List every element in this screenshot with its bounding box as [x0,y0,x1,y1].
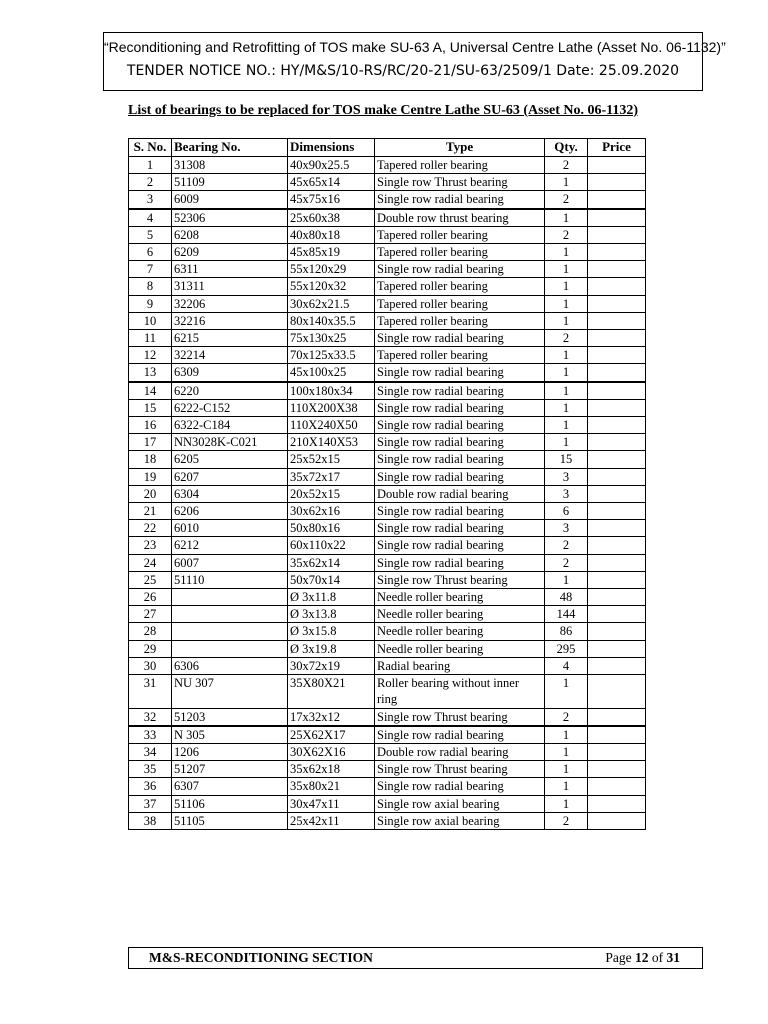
cell-type: Single row Thrust bearing [375,761,545,778]
cell-price [588,191,646,209]
table-row [129,295,646,312]
cell-price [588,399,646,416]
cell-type: Single row radial bearing [375,451,545,468]
cell-price [588,589,646,606]
cell-bearing-no: 6007 [172,554,288,571]
cell-dimensions: Ø 3x15.8 [288,623,375,640]
cell-sno: 19 [129,468,172,485]
cell-bearing-no: 6322-C184 [172,417,288,434]
table-row [129,589,646,606]
col-header-type: Type [375,139,545,157]
cell-sno: 1 [129,157,172,174]
table-row [129,623,646,640]
cell-bearing-no: 6207 [172,468,288,485]
cell-dimensions: 40x80x18 [288,226,375,243]
cell-qty: 1 [545,347,588,364]
page-of: of [651,950,664,965]
cell-sno: 12 [129,347,172,364]
cell-type: Radial bearing [375,657,545,674]
table-row [129,226,646,243]
cell-type: Needle roller bearing [375,589,545,606]
table-row [129,417,646,434]
tender-header-box [103,32,726,91]
cell-bearing-no: N 305 [172,726,288,744]
cell-bearing-no: NN3028K-C021 [172,434,288,451]
cell-qty: 1 [545,795,588,812]
cell-price [588,571,646,588]
table-row [129,657,646,674]
cell-qty: 1 [545,571,588,588]
cell-type: Tapered roller bearing [375,312,545,329]
table-row [129,174,646,191]
cell-dimensions: 50x80x16 [288,520,375,537]
cell-type: Single row radial bearing [375,726,545,744]
cell-bearing-no: 6010 [172,520,288,537]
table-header-row [129,139,646,157]
cell-dimensions: 35x72x17 [288,468,375,485]
cell-type: Needle roller bearing [375,623,545,640]
cell-bearing-no: 6212 [172,537,288,554]
cell-sno: 30 [129,657,172,674]
table-row [129,485,646,502]
col-header-qty: Qty. [545,139,588,157]
cell-dimensions: 35x62x18 [288,761,375,778]
cell-type: Needle roller bearing [375,606,545,623]
cell-price [588,312,646,329]
cell-qty: 1 [545,399,588,416]
cell-bearing-no [172,623,288,640]
table-row [129,278,646,295]
cell-price [588,174,646,191]
cell-bearing-no: 51106 [172,795,288,812]
cell-bearing-no: 6209 [172,244,288,261]
cell-dimensions: 40x90x25.5 [288,157,375,174]
table-row [129,743,646,760]
cell-price [588,761,646,778]
cell-qty: 6 [545,503,588,520]
cell-dimensions: Ø 3x11.8 [288,589,375,606]
cell-qty: 2 [545,554,588,571]
cell-dimensions: 60x110x22 [288,537,375,554]
cell-type: Single row radial bearing [375,364,545,382]
cell-qty: 1 [545,174,588,191]
cell-sno: 21 [129,503,172,520]
page-prefix: Page [605,950,632,965]
cell-bearing-no [172,589,288,606]
cell-qty: 1 [545,778,588,795]
table-row [129,795,646,812]
cell-bearing-no: 31308 [172,157,288,174]
cell-type: Double row radial bearing [375,743,545,760]
table-row [129,778,646,795]
cell-qty: 3 [545,485,588,502]
cell-bearing-no: 6208 [172,226,288,243]
cell-bearing-no: 6220 [172,382,288,400]
cell-sno: 8 [129,278,172,295]
table-row [129,451,646,468]
table-row [129,812,646,829]
cell-bearing-no: NU 307 [172,675,288,708]
cell-price [588,726,646,744]
cell-price [588,261,646,278]
cell-sno: 3 [129,191,172,209]
table-row [129,640,646,657]
cell-type: Single row Thrust bearing [375,174,545,191]
cell-type: Single row radial bearing [375,399,545,416]
table-row [129,244,646,261]
cell-qty: 2 [545,191,588,209]
cell-price [588,520,646,537]
cell-price [588,244,646,261]
cell-qty: 3 [545,468,588,485]
cell-price [588,417,646,434]
cell-type: Roller bearing without inner ring [375,675,545,708]
cell-price [588,812,646,829]
cell-price [588,554,646,571]
cell-qty: 1 [545,675,588,708]
cell-price [588,743,646,760]
cell-dimensions: 35x62x14 [288,554,375,571]
cell-type: Single row radial bearing [375,778,545,795]
cell-type: Needle roller bearing [375,640,545,657]
cell-qty: 3 [545,520,588,537]
cell-qty: 2 [545,330,588,347]
cell-sno: 2 [129,174,172,191]
table-row [129,675,646,708]
col-header-sno: S. No. [129,139,172,157]
cell-price [588,434,646,451]
cell-bearing-no: 6205 [172,451,288,468]
cell-type: Single row axial bearing [375,812,545,829]
cell-type: Double row radial bearing [375,485,545,502]
cell-bearing-no: 6311 [172,261,288,278]
page-footer [128,947,703,969]
cell-sno: 11 [129,330,172,347]
table-row [129,382,646,400]
cell-price [588,623,646,640]
cell-type: Single row radial bearing [375,261,545,278]
cell-dimensions: 25x60x38 [288,209,375,227]
cell-dimensions: 30X62X16 [288,743,375,760]
cell-price [588,330,646,347]
cell-dimensions: 45x85x19 [288,244,375,261]
table-row [129,503,646,520]
cell-sno: 33 [129,726,172,744]
table-row [129,571,646,588]
cell-qty: 1 [545,209,588,227]
cell-price [588,503,646,520]
cell-qty: 2 [545,537,588,554]
cell-sno: 13 [129,364,172,382]
col-header-price: Price [588,139,646,157]
page-current: 12 [635,950,649,965]
page-total: 31 [666,950,680,965]
cell-bearing-no: 6009 [172,191,288,209]
cell-dimensions: 30x62x21.5 [288,295,375,312]
cell-dimensions: 17x32x12 [288,708,375,726]
cell-dimensions: 25x42x11 [288,812,375,829]
cell-bearing-no: 51110 [172,571,288,588]
cell-type: Single row radial bearing [375,537,545,554]
cell-dimensions: 35X80X21 [288,675,375,708]
cell-price [588,451,646,468]
cell-sno: 27 [129,606,172,623]
table-row [129,399,646,416]
cell-sno: 35 [129,761,172,778]
cell-sno: 10 [129,312,172,329]
bearings-table [128,138,646,830]
cell-qty: 1 [545,278,588,295]
cell-qty: 48 [545,589,588,606]
table-row [129,434,646,451]
cell-qty: 1 [545,261,588,278]
col-header-dimensions: Dimensions [288,139,375,157]
cell-qty: 15 [545,451,588,468]
cell-dimensions: 20x52x15 [288,485,375,502]
cell-sno: 20 [129,485,172,502]
table-row [129,520,646,537]
table-row [129,726,646,744]
cell-sno: 7 [129,261,172,278]
footer-section-name: M&S-RECONDITIONING SECTION [149,950,373,965]
cell-dimensions: 50x70x14 [288,571,375,588]
cell-dimensions: 75x130x25 [288,330,375,347]
cell-type: Single row radial bearing [375,434,545,451]
cell-price [588,708,646,726]
cell-sno: 37 [129,795,172,812]
cell-price [588,537,646,554]
cell-price [588,640,646,657]
cell-type: Single row radial bearing [375,520,545,537]
cell-qty: 295 [545,640,588,657]
cell-dimensions: 80x140x35.5 [288,312,375,329]
cell-sno: 4 [129,209,172,227]
table-row [129,191,646,209]
cell-qty: 1 [545,743,588,760]
cell-price [588,382,646,400]
cell-price [588,209,646,227]
cell-bearing-no: 6306 [172,657,288,674]
table-row [129,606,646,623]
cell-bearing-no: 32214 [172,347,288,364]
cell-dimensions: 100x180x34 [288,382,375,400]
cell-qty: 1 [545,312,588,329]
cell-sno: 28 [129,623,172,640]
cell-type: Tapered roller bearing [375,244,545,261]
cell-sno: 36 [129,778,172,795]
cell-qty: 2 [545,812,588,829]
cell-type: Tapered roller bearing [375,157,545,174]
cell-bearing-no: 51207 [172,761,288,778]
table-row [129,537,646,554]
table-body [129,157,646,830]
tender-notice-number: TENDER NOTICE NO.: HY/M&S/10-RS/RC/20-21/SU-63/2509/1 Date: 25.09.2020 [126,63,680,79]
cell-type: Single row radial bearing [375,382,545,400]
cell-dimensions: 55x120x29 [288,261,375,278]
cell-qty: 2 [545,226,588,243]
table-row [129,554,646,571]
cell-sno: 22 [129,520,172,537]
cell-type: Single row radial bearing [375,191,545,209]
table-row [129,347,646,364]
cell-bearing-no: 6307 [172,778,288,795]
cell-qty: 1 [545,417,588,434]
table-row [129,468,646,485]
table-row [129,209,646,227]
cell-bearing-no: 52306 [172,209,288,227]
cell-dimensions: 45x100x25 [288,364,375,382]
cell-dimensions: 110X200X38 [288,399,375,416]
cell-price [588,485,646,502]
cell-dimensions: 70x125x33.5 [288,347,375,364]
cell-bearing-no: 32206 [172,295,288,312]
cell-type: Double row thrust bearing [375,209,545,227]
list-title: List of bearings to be replaced for TOS make Centre Lathe SU-63 (Asset No. 06-1132) [128,103,639,118]
cell-sno: 18 [129,451,172,468]
page-number [605,950,680,966]
cell-type: Single row radial bearing [375,417,545,434]
cell-dimensions: 25x52x15 [288,451,375,468]
cell-type: Tapered roller bearing [375,278,545,295]
cell-price [588,675,646,708]
cell-bearing-no [172,606,288,623]
cell-dimensions: 30x72x19 [288,657,375,674]
cell-sno: 15 [129,399,172,416]
cell-dimensions: 45x75x16 [288,191,375,209]
cell-sno: 32 [129,708,172,726]
cell-bearing-no: 1206 [172,743,288,760]
table-row [129,708,646,726]
cell-type: Single row Thrust bearing [375,571,545,588]
cell-dimensions: 30x47x11 [288,795,375,812]
cell-qty: 1 [545,434,588,451]
cell-price [588,778,646,795]
cell-bearing-no: 6222-C152 [172,399,288,416]
cell-type: Single row radial bearing [375,468,545,485]
cell-qty: 1 [545,244,588,261]
cell-type: Single row radial bearing [375,503,545,520]
cell-type: Tapered roller bearing [375,226,545,243]
cell-sno: 31 [129,675,172,708]
cell-price [588,364,646,382]
cell-sno: 26 [129,589,172,606]
cell-sno: 9 [129,295,172,312]
cell-sno: 14 [129,382,172,400]
table-row [129,761,646,778]
cell-bearing-no: 6215 [172,330,288,347]
cell-bearing-no: 6304 [172,485,288,502]
cell-dimensions: 55x120x32 [288,278,375,295]
cell-bearing-no: 31311 [172,278,288,295]
col-header-bearing-no: Bearing No. [172,139,288,157]
cell-price [588,295,646,312]
cell-bearing-no: 6309 [172,364,288,382]
cell-type: Tapered roller bearing [375,295,545,312]
cell-qty: 4 [545,657,588,674]
cell-price [588,606,646,623]
table-row [129,364,646,382]
cell-dimensions: 35x80x21 [288,778,375,795]
table-row [129,330,646,347]
cell-price [588,657,646,674]
cell-qty: 1 [545,726,588,744]
cell-sno: 5 [129,226,172,243]
cell-price [588,278,646,295]
cell-qty: 1 [545,364,588,382]
cell-dimensions: Ø 3x13.8 [288,606,375,623]
tender-title: “Reconditioning and Retrofitting of TOS make SU-63 A, Universal Centre Lathe (Asset No. 06-1132)” [104,39,726,55]
cell-sno: 24 [129,554,172,571]
cell-sno: 17 [129,434,172,451]
cell-sno: 34 [129,743,172,760]
cell-bearing-no: 51109 [172,174,288,191]
cell-sno: 25 [129,571,172,588]
cell-sno: 16 [129,417,172,434]
cell-type: Single row radial bearing [375,330,545,347]
cell-price [588,468,646,485]
table-row [129,261,646,278]
cell-sno: 29 [129,640,172,657]
cell-qty: 86 [545,623,588,640]
cell-dimensions: 110X240X50 [288,417,375,434]
cell-price [588,226,646,243]
table-row [129,312,646,329]
cell-qty: 1 [545,761,588,778]
cell-bearing-no [172,640,288,657]
cell-price [588,157,646,174]
cell-bearing-no: 51105 [172,812,288,829]
cell-qty: 2 [545,708,588,726]
cell-qty: 144 [545,606,588,623]
cell-type: Single row Thrust bearing [375,708,545,726]
cell-dimensions: 30x62x16 [288,503,375,520]
cell-sno: 38 [129,812,172,829]
cell-dimensions: 45x65x14 [288,174,375,191]
cell-price [588,795,646,812]
cell-qty: 1 [545,295,588,312]
cell-bearing-no: 32216 [172,312,288,329]
cell-type: Single row radial bearing [375,554,545,571]
cell-bearing-no: 51203 [172,708,288,726]
cell-sno: 23 [129,537,172,554]
cell-sno: 6 [129,244,172,261]
cell-type: Single row axial bearing [375,795,545,812]
cell-qty: 2 [545,157,588,174]
cell-dimensions: 25X62X17 [288,726,375,744]
table-row [129,157,646,174]
cell-price [588,347,646,364]
cell-bearing-no: 6206 [172,503,288,520]
cell-type: Tapered roller bearing [375,347,545,364]
cell-dimensions: Ø 3x19.8 [288,640,375,657]
cell-dimensions: 210X140X53 [288,434,375,451]
cell-qty: 1 [545,382,588,400]
